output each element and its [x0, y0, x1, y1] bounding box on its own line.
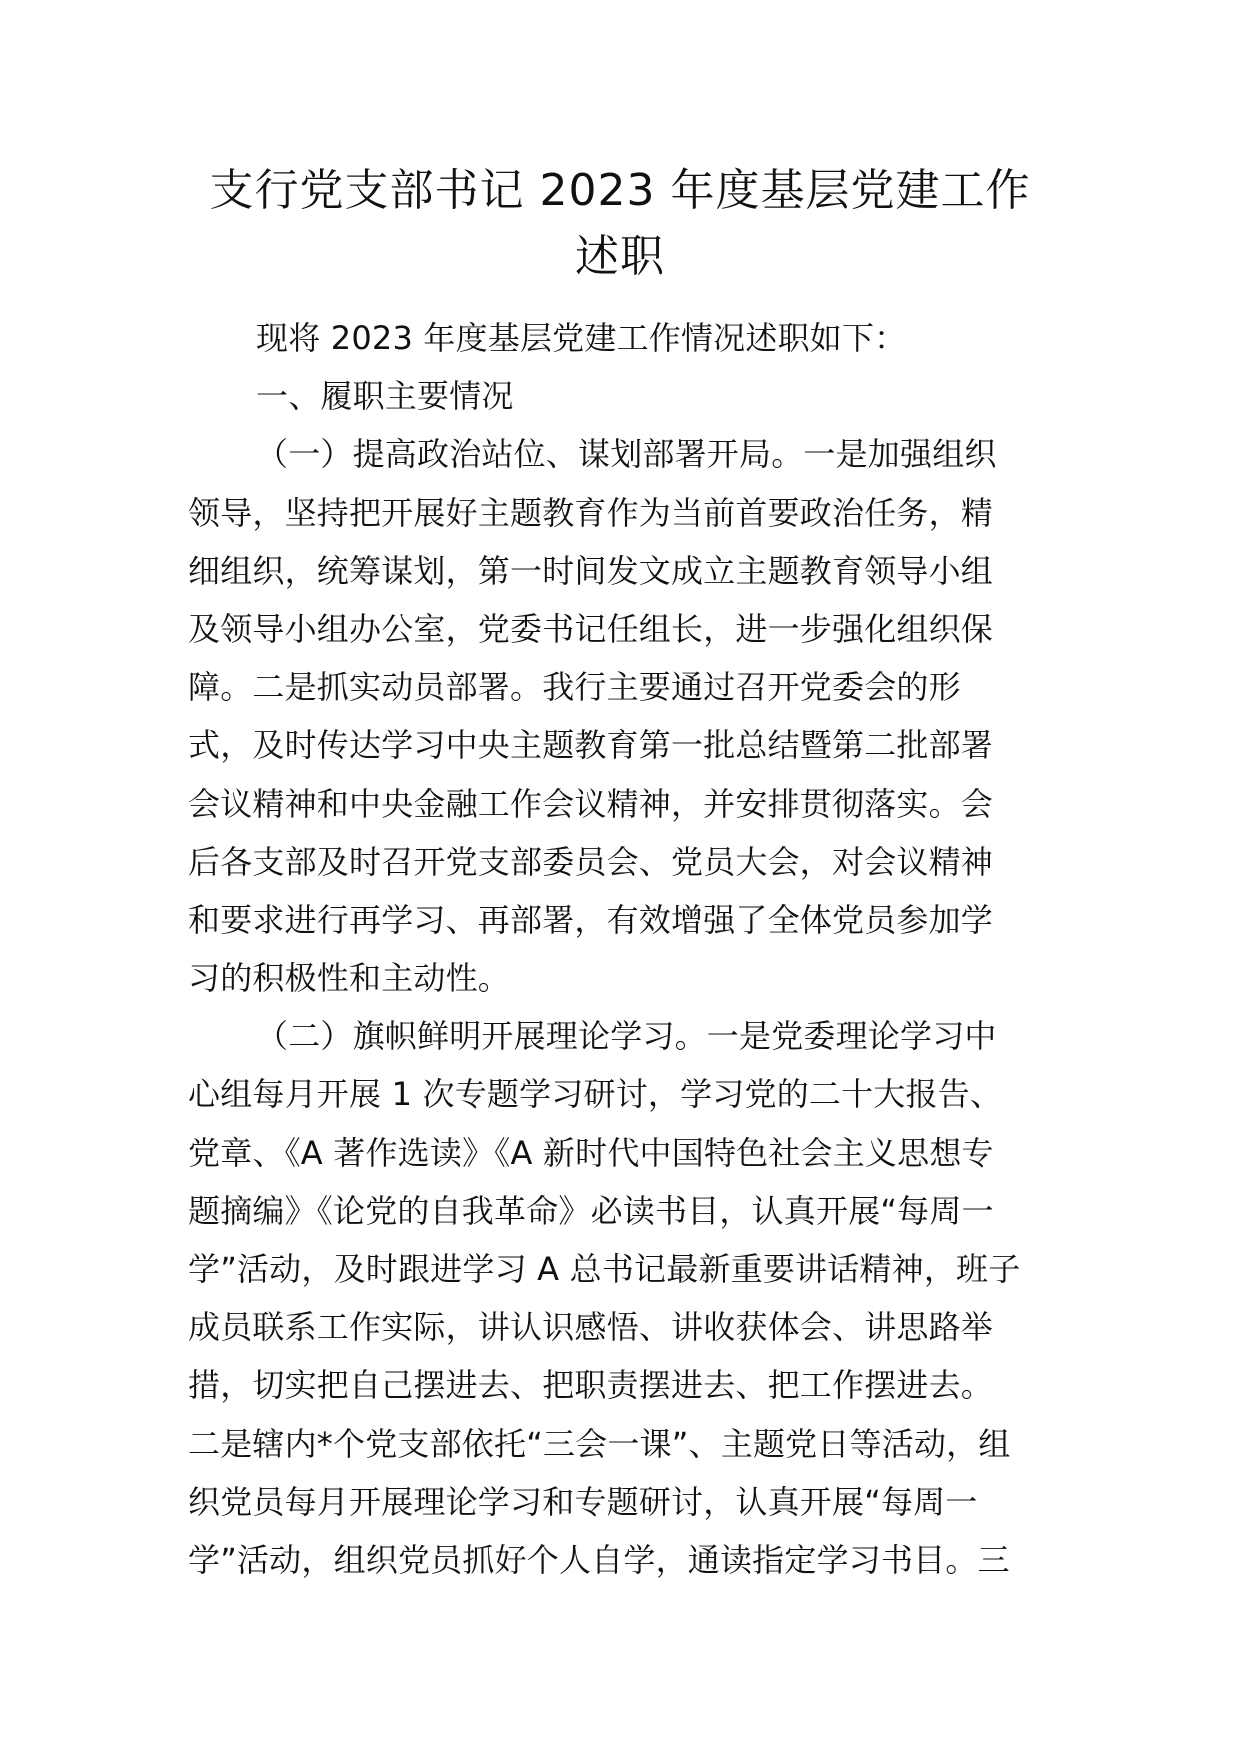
body-line: 会议精神和中央金融工作会议精神，并安排贯彻落实。会: [188, 784, 994, 823]
body-line: 及领导小组办公室，党委书记任组长，进一步强化组织保: [188, 609, 994, 648]
title-line: 述职: [575, 231, 665, 282]
body-line: 后各支部及时召开党支部委员会、党员大会，对会议精神: [188, 842, 994, 881]
document-title: [180, 158, 1060, 290]
body-line: 式，及时传达学习中央主题教育第一批总结暨第二批部署: [188, 726, 994, 765]
body-line: （二）旗帜鲜明开展理论学习。一是党委理论学习中: [256, 1017, 997, 1056]
body-line: 二是辖内*个党支部依托“三会一课”、主题党日等活动，组: [188, 1424, 1011, 1463]
body-line: 现将 2023 年度基层党建工作情况述职如下：: [256, 319, 907, 357]
body-line: 障。二是抓实动员部署。我行主要通过召开党委会的形: [188, 668, 961, 707]
body-line: （一）提高政治站位、谋划部署开局。一是加强组织: [256, 435, 997, 474]
body-line: 习的积极性和主动性。: [188, 959, 511, 998]
body-line: 学”活动，组织党员抓好个人自学，通读指定学习书目。三: [188, 1540, 1010, 1579]
body-line: 细组织，统筹谋划，第一时间发文成立主题教育领导小组: [188, 551, 994, 590]
body-line: 领导，坚持把开展好主题教育作为当前首要政治任务，精: [188, 493, 994, 532]
body-line: 措，切实把自己摆进去、把职责摆进去、把工作摆进去。: [188, 1366, 994, 1405]
body-line: 和要求进行再学习、再部署，有效增强了全体党员参加学: [188, 900, 994, 939]
body-line: 织党员每月开展理论学习和专题研讨，认真开展“每周一: [188, 1482, 978, 1521]
document-body: [188, 309, 1058, 1589]
body-line: 心组每月开展 1 次专题学习研讨，学习党的二十大报告、: [188, 1075, 1003, 1114]
body-line: 题摘编》《论党的自我革命》必读书目，认真开展“每周一: [188, 1191, 994, 1230]
body-line: 成员联系工作实际，讲认识感悟、讲收获体会、讲思路举: [188, 1308, 994, 1347]
body-line: 一、履职主要情况: [256, 377, 514, 416]
body-line: 党章、《A 著作选读》《A 新时代中国特色社会主义思想专: [188, 1133, 994, 1172]
body-line: 学”活动，及时跟进学习 A 总书记最新重要讲话精神，班子: [188, 1250, 1021, 1288]
title-line: 支行党支部书记 2023 年度基层党建工作: [209, 165, 1031, 216]
